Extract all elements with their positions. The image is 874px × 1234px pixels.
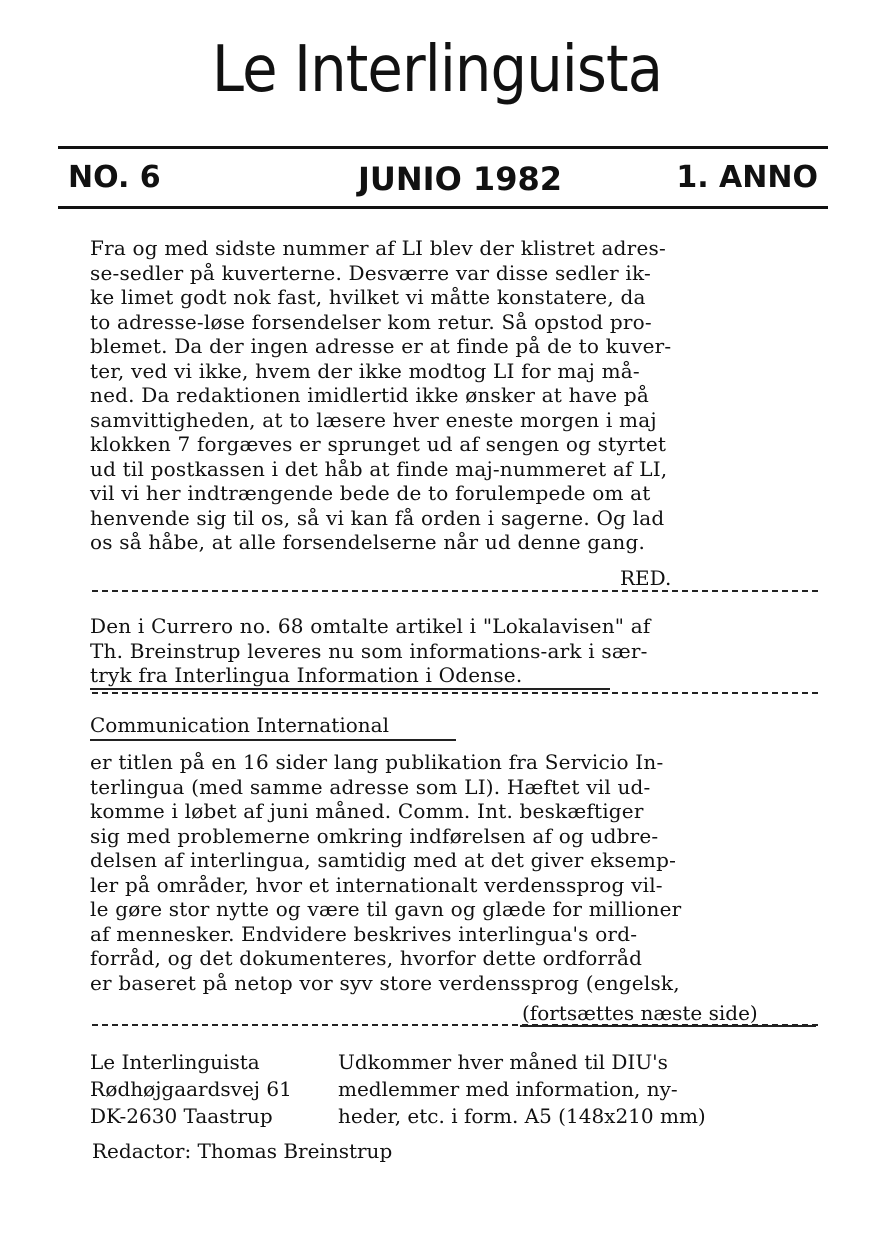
text-line: er titlen på en 16 sider lang publikation fra Servicio In- bbox=[90, 750, 664, 774]
article-lokalavisen bbox=[90, 614, 830, 688]
text-line: sig med problemerne omkring indførelsen af og udbre- bbox=[90, 823, 659, 848]
text-line: os så håbe, at alle forsendelserne når ud denne gang. bbox=[90, 530, 646, 554]
colophon-editor: Redactor: Thomas Breinstrup bbox=[92, 1139, 393, 1163]
article-heading: Communication International bbox=[90, 713, 389, 737]
text-line: to adresse-løse forsendelser kom retur. Så opstod pro- bbox=[90, 309, 652, 334]
text-line: ke limet godt nok fast, hvilket vi måtte konstatere, da bbox=[90, 285, 646, 309]
colophon-line: heder, etc. i form. A5 (148x210 mm) bbox=[338, 1104, 706, 1128]
text-line: samvittigheden, at to læsere hver eneste morgen i maj bbox=[90, 407, 657, 432]
dashed-divider bbox=[92, 590, 818, 592]
text-line: er baseret på netop vor syv store verdenssprog (engelsk, bbox=[90, 970, 680, 995]
text-line: af mennesker. Endvidere beskrives interlingua's ord- bbox=[90, 921, 638, 946]
colophon-line: medlemmer med information, ny- bbox=[338, 1077, 678, 1101]
text-underline bbox=[90, 688, 610, 690]
article-address-labels bbox=[90, 236, 830, 555]
colophon-line: DK-2630 Taastrup bbox=[90, 1104, 273, 1128]
article-communication-international bbox=[90, 750, 830, 995]
issue-volume: 1. ANNO bbox=[676, 160, 818, 195]
colophon-line: Udkommer hver måned til DIU's bbox=[338, 1050, 668, 1074]
text-line: tryk fra Interlingua Information i Odense. bbox=[90, 663, 523, 687]
colophon-line: Rødhøjgaardsvej 61 bbox=[90, 1077, 292, 1101]
masthead-title: Le Interlinguista bbox=[211, 33, 663, 107]
text-line: blemet. Da der ingen adresse er at finde på de to kuver- bbox=[90, 334, 672, 358]
heading-underline bbox=[90, 739, 456, 741]
text-line: ter, ved vi ikke, hvem der ikke modtog LI for maj må- bbox=[90, 358, 640, 383]
colophon-line: Le Interlinguista bbox=[90, 1050, 260, 1074]
text-line: forråd, og det dokumenteres, hvorfor dette ordforråd bbox=[90, 946, 643, 970]
text-line: komme i løbet af juni måned. Comm. Int. beskæftiger bbox=[90, 799, 644, 823]
colophon-description bbox=[338, 1049, 706, 1130]
dashed-divider bbox=[92, 1024, 818, 1026]
text-line: delsen af interlingua, samtidig med at det giver eksemp- bbox=[90, 848, 677, 872]
text-line: Fra og med sidste nummer af LI blev der klistret adres- bbox=[90, 236, 666, 260]
text-line: Th. Breinstrup leveres nu som informations-ark i sær- bbox=[90, 638, 648, 663]
dashed-divider bbox=[92, 692, 818, 694]
text-line: le gøre stor nytte og være til gavn og glæde for millioner bbox=[90, 897, 682, 921]
text-line: ned. Da redaktionen imidlertid ikke ønsker at have på bbox=[90, 383, 649, 407]
issue-number: NO. 6 bbox=[68, 160, 161, 195]
article-signature: RED. bbox=[620, 566, 672, 590]
text-line: vil vi her indtrængende bede de to forulempede om at bbox=[90, 481, 651, 505]
text-line: Den i Currero no. 68 omtalte artikel i "Lokalavisen" af bbox=[90, 614, 651, 638]
text-line: ud til postkassen i det håb at finde maj-nummeret af LI, bbox=[90, 456, 668, 481]
masthead-rule-bottom bbox=[58, 206, 828, 209]
text-line: se-sedler på kuverterne. Desværre var disse sedler ik- bbox=[90, 260, 651, 285]
text-line: henvende sig til os, så vi kan få orden i sagerne. Og lad bbox=[90, 505, 665, 530]
continued-note: (fortsættes næste side) bbox=[522, 1001, 758, 1025]
text-line: klokken 7 forgæves er sprunget ud af sengen og styrtet bbox=[90, 432, 667, 456]
issue-date: JUNIO 1982 bbox=[358, 160, 562, 198]
colophon-address bbox=[90, 1049, 292, 1130]
text-line: terlingua (med samme adresse som LI). Hæftet vil ud- bbox=[90, 774, 651, 799]
masthead-rule-top bbox=[58, 146, 828, 149]
text-line: ler på områder, hvor et internationalt verdenssprog vil- bbox=[90, 872, 663, 897]
issue-row bbox=[68, 160, 818, 200]
